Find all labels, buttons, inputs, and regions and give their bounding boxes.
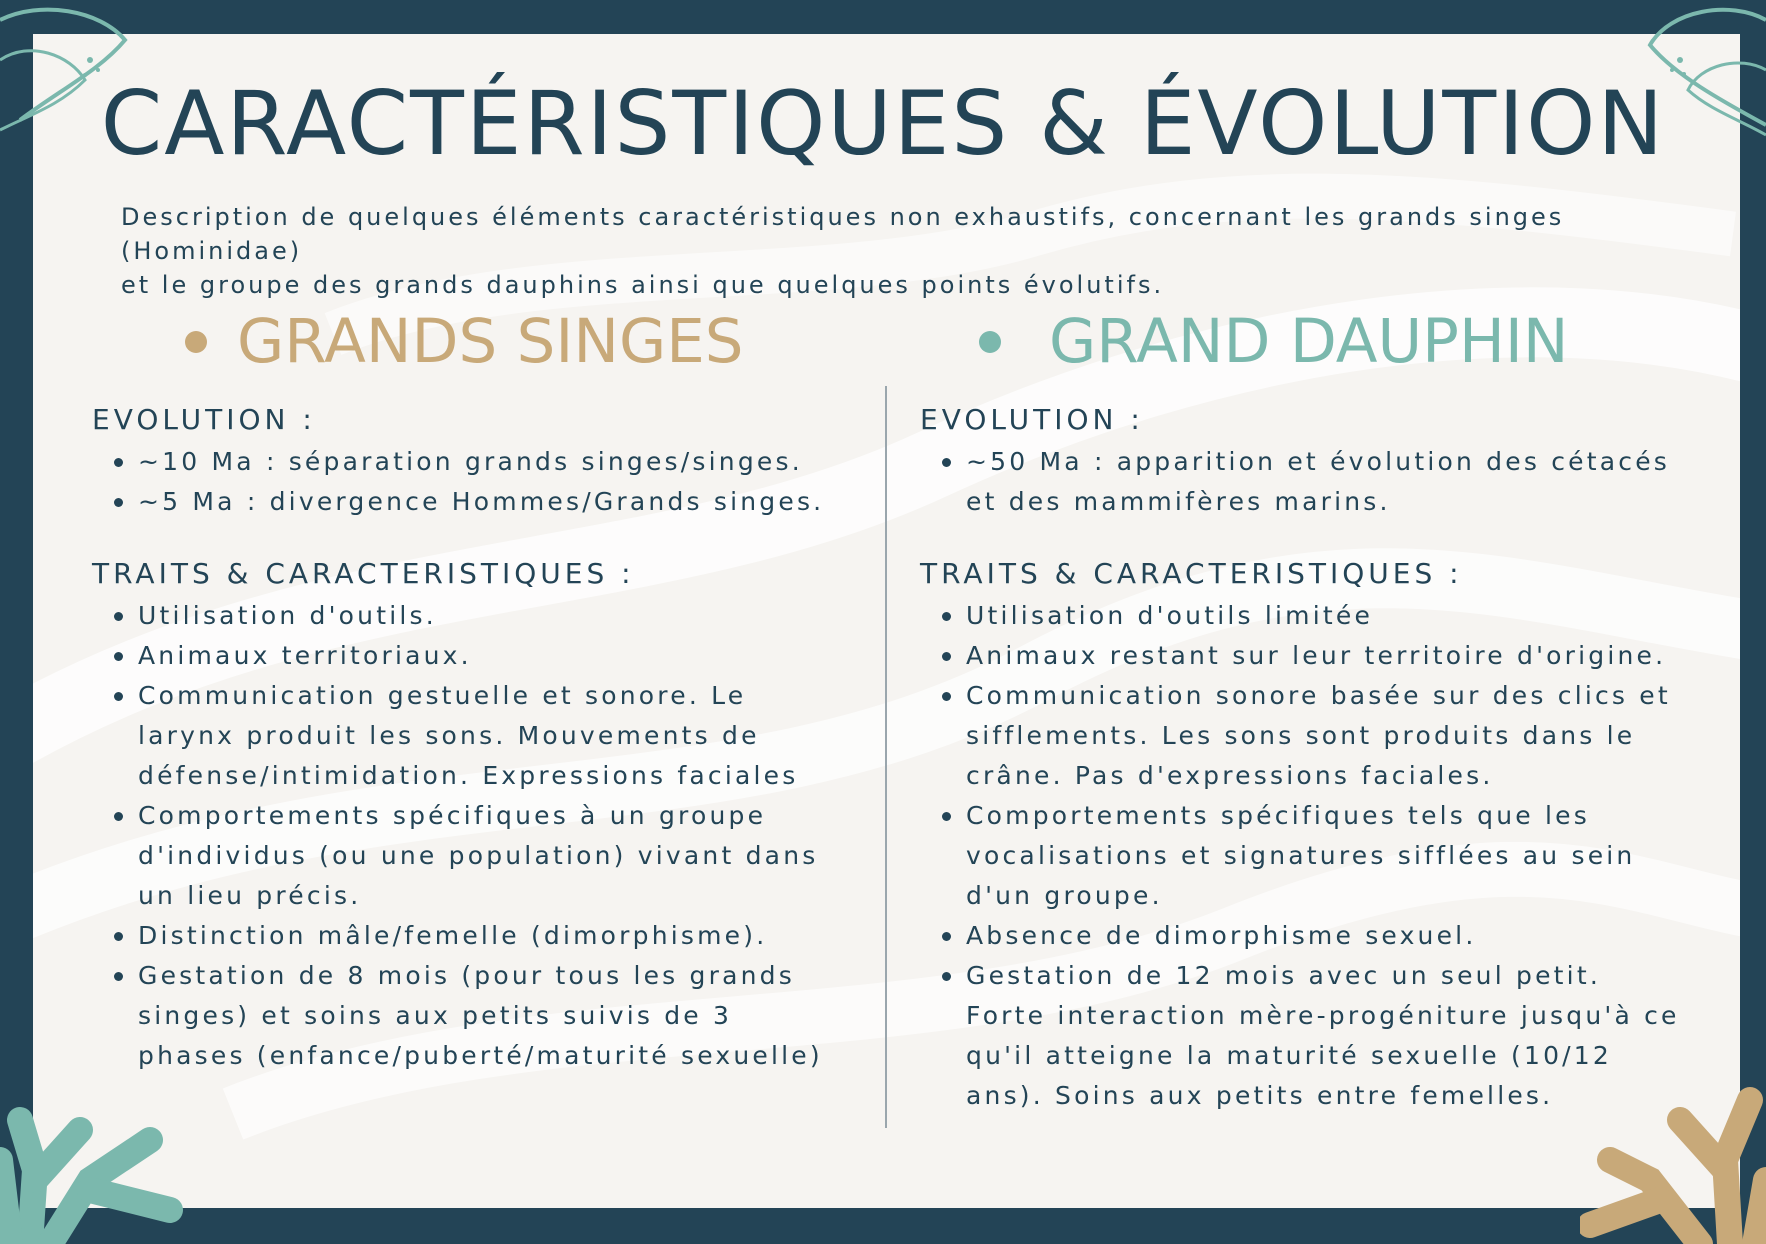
page-title: CARACTÉRISTIQUES & ÉVOLUTION — [100, 72, 1666, 175]
bullet-dot — [942, 652, 951, 661]
heading-label: GRAND DAUPHIN — [1049, 306, 1569, 377]
list-item-line: Comportements spécifiques tels que les — [966, 801, 1590, 830]
list-item-line: sifflements. Les sons sont produits dans le — [966, 721, 1636, 750]
list-item-line: Communication sonore basée sur des clics et — [966, 681, 1671, 710]
list-item-line: vocalisations et signatures sifflées au sein — [966, 841, 1636, 870]
list-item-line: et des mammifères marins. — [966, 487, 1391, 516]
list-item — [92, 596, 852, 636]
traits-label: TRAITS & CARACTERISTIQUES : — [920, 557, 1463, 590]
list-item — [92, 916, 852, 956]
bullet-dot — [114, 812, 123, 821]
bullet-dot — [942, 932, 951, 941]
evolution-label: EVOLUTION : — [920, 403, 1144, 436]
list-item-line: Animaux restant sur leur territoire d'origine. — [966, 641, 1667, 670]
list-item-line: larynx produit les sons. Mouvements de — [138, 721, 760, 750]
page-subtitle — [121, 200, 1681, 302]
list-item-line: phases (enfance/puberté/maturité sexuelle) — [138, 1041, 823, 1070]
bullet-dot — [979, 331, 1001, 353]
list-item — [92, 482, 852, 522]
traits-list — [92, 596, 852, 1076]
bullet-dot — [942, 692, 951, 701]
list-item — [920, 442, 1695, 522]
list-item-line: Utilisation d'outils limitée — [966, 601, 1374, 630]
list-item — [92, 956, 852, 1076]
list-item-line: un lieu précis. — [138, 881, 362, 910]
list-item — [92, 636, 852, 676]
list-item-line: ~5 Ma : divergence Hommes/Grands singes. — [138, 487, 825, 516]
grand-dauphin-column — [920, 400, 1695, 1116]
list-item-line: Distinction mâle/femelle (dimorphisme). — [138, 921, 768, 950]
list-item-line: d'un groupe. — [966, 881, 1163, 910]
list-item-line: Utilisation d'outils. — [138, 601, 437, 630]
list-item — [920, 596, 1695, 636]
evolution-list — [92, 442, 852, 522]
subtitle-line: Description de quelques éléments caractéristiques non exhaustifs, concernant les grands singes (Hominidae) — [121, 203, 1565, 265]
heading-label: GRANDS SINGES — [237, 306, 744, 377]
bullet-dot — [114, 458, 123, 467]
list-item-line: Gestation de 8 mois (pour tous les grands — [138, 961, 795, 990]
traits-list — [920, 596, 1695, 1116]
list-item-line: Gestation de 12 mois avec un seul petit. — [966, 961, 1601, 990]
traits-label: TRAITS & CARACTERISTIQUES : — [92, 557, 635, 590]
list-item-line: singes) et soins aux petits suivis de 3 — [138, 1001, 733, 1030]
evolution-list — [920, 442, 1695, 522]
bullet-dot — [114, 652, 123, 661]
list-item-line: Comportements spécifiques à un groupe — [138, 801, 767, 830]
bullet-dot — [114, 972, 123, 981]
bullet-dot — [114, 932, 123, 941]
list-item-line: Animaux territoriaux. — [138, 641, 472, 670]
list-item-line: crâne. Pas d'expressions faciales. — [966, 761, 1494, 790]
list-item-line: Absence de dimorphisme sexuel. — [966, 921, 1477, 950]
list-item — [920, 796, 1695, 916]
list-item-line: ~50 Ma : apparition et évolution des cétacés — [966, 447, 1670, 476]
list-item — [92, 796, 852, 916]
bullet-dot — [114, 612, 123, 621]
bullet-dot — [942, 612, 951, 621]
list-item-line: Communication gestuelle et sonore. Le — [138, 681, 747, 710]
bullet-dot — [942, 458, 951, 467]
subtitle-line: et le groupe des grands dauphins ainsi que quelques points évolutifs. — [121, 271, 1165, 299]
column-divider — [885, 386, 887, 1128]
list-item-line: ~10 Ma : séparation grands singes/singes. — [138, 447, 803, 476]
list-item — [920, 916, 1695, 956]
grand-dauphin-heading — [979, 306, 1568, 378]
bullet-dot — [114, 498, 123, 507]
evolution-label: EVOLUTION : — [92, 403, 316, 436]
list-item — [92, 676, 852, 796]
list-item-line: d'individus (ou une population) vivant dans — [138, 841, 819, 870]
list-item — [92, 442, 852, 482]
list-item-line: Forte interaction mère-progéniture jusqu'à ce — [966, 1001, 1680, 1030]
grands-singes-heading — [185, 306, 744, 378]
bullet-dot — [942, 812, 951, 821]
list-item-line: qu'il atteigne la maturité sexuelle (10/12 — [966, 1041, 1613, 1070]
bullet-dot — [114, 692, 123, 701]
bullet-dot — [942, 972, 951, 981]
list-item — [920, 956, 1695, 1116]
bullet-dot — [185, 331, 207, 353]
list-item-line: ans). Soins aux petits entre femelles. — [966, 1081, 1554, 1110]
list-item — [920, 636, 1695, 676]
grands-singes-column — [92, 400, 852, 1076]
list-item-line: défense/intimidation. Expressions faciales — [138, 761, 799, 790]
list-item — [920, 676, 1695, 796]
